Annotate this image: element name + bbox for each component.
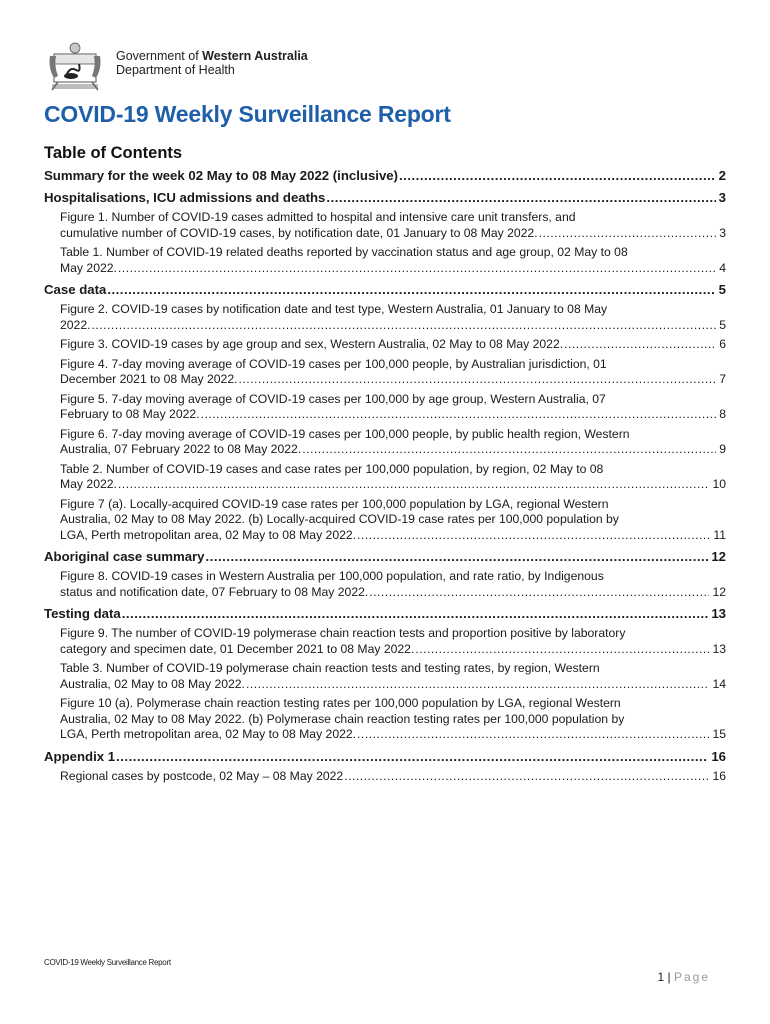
page-number: 1	[657, 970, 665, 984]
toc-item-entry[interactable]	[44, 392, 726, 423]
toc-section-entry[interactable]	[44, 188, 726, 207]
dot-leader	[107, 280, 715, 299]
toc-page-number: 3	[718, 190, 726, 205]
toc-item-entry[interactable]	[44, 302, 726, 333]
toc-entry-text: Case data	[44, 282, 107, 297]
toc-page-number: 2	[718, 168, 726, 183]
dot-leader	[415, 642, 709, 658]
dot-leader	[246, 677, 709, 693]
report-title: COVID-19 Weekly Surveillance Report	[44, 101, 451, 127]
toc-item-entry[interactable]	[44, 769, 726, 785]
toc-page-number: 16	[712, 768, 726, 783]
toc-page-number: 14	[712, 676, 726, 691]
toc-item-entry[interactable]	[44, 337, 726, 353]
toc-heading: Table of Contents	[44, 144, 183, 162]
toc-entry-text: Australia, 02 May to 08 May 2022. (b) Polymerase chain reaction testing rates per 100,000 population by	[60, 711, 625, 726]
toc-section-entry[interactable]	[44, 547, 726, 566]
toc-page-number: 13	[711, 606, 726, 621]
dot-leader	[92, 318, 717, 334]
dot-leader	[122, 604, 709, 623]
toc-section-entry[interactable]	[44, 166, 726, 185]
toc-page-number: 16	[711, 748, 726, 764]
page-header	[44, 40, 334, 94]
dot-leader	[357, 727, 709, 743]
toc-entry-text: Table 1. Number of COVID-19 related deaths reported by vaccination status and age group, 02 May to 08	[60, 245, 628, 259]
toc-entry-text: Hospitalisations, ICU admissions and deaths	[44, 190, 326, 205]
footer-page-indicator	[657, 970, 710, 984]
dot-leader	[564, 337, 716, 353]
toc-page-number: 10	[712, 477, 726, 491]
toc-item-entry[interactable]	[44, 569, 726, 600]
dot-leader	[118, 477, 710, 493]
wa-coat-of-arms-icon	[44, 40, 106, 94]
toc-entry-text: May 2022.	[60, 477, 117, 491]
toc-entry-text: February to 08 May 2022.	[60, 407, 200, 421]
dot-leader	[116, 747, 708, 766]
toc-page-number: 12	[711, 549, 726, 564]
toc-entry-text: Table 2. Number of COVID-19 cases and case rates per 100,000 population, by region, 02 May to 08	[60, 461, 604, 476]
toc-entry-text: Appendix 1	[44, 748, 116, 764]
toc-entry-text: May 2022.	[60, 260, 117, 275]
toc-page-number: 12	[712, 584, 726, 599]
toc-entry-text: Figure 2. COVID-19 cases by notification date and test type, Western Australia, 01 January to 08 May	[60, 302, 608, 316]
dot-leader	[206, 547, 709, 566]
page-word: Page	[673, 970, 710, 984]
toc-item-entry[interactable]	[44, 427, 726, 458]
organisation-name	[116, 49, 308, 77]
toc-page-number: 7	[719, 372, 726, 386]
toc-page-number: 9	[719, 442, 726, 456]
toc-item-entry[interactable]	[44, 462, 726, 493]
toc-entry-text: Figure 9. The number of COVID-19 polymerase chain reaction tests and proportion positive by laboratory	[60, 626, 626, 640]
dot-leader	[539, 226, 717, 242]
toc-page-number: 5	[718, 282, 726, 297]
toc-entry-text: Regional cases by postcode, 02 May – 08 May 2022	[60, 768, 344, 783]
toc-entry-text: Figure 3. COVID-19 cases by age group and sex, Western Australia, 02 May to 08 May 2022.	[60, 337, 564, 351]
toc-entry-text: Figure 5. 7-day moving average of COVID-19 cases per 100,000 by age group, Western Australia, 07	[60, 391, 606, 406]
toc-entry-text: category and specimen date, 01 December 2021 to 08 May 2022.	[60, 641, 415, 656]
page-separator: |	[667, 970, 671, 984]
toc-item-entry[interactable]	[44, 696, 726, 743]
dot-leader	[399, 166, 716, 185]
toc-page-number: 3	[719, 225, 726, 240]
toc-entry-text: Summary for the week 02 May to 08 May 2022 (inclusive)	[44, 168, 399, 183]
toc-page-number: 6	[719, 337, 726, 351]
dot-leader	[369, 585, 709, 601]
toc-item-entry[interactable]	[44, 497, 726, 544]
toc-section-entry[interactable]	[44, 747, 726, 766]
toc-page-number: 5	[719, 317, 726, 332]
toc-entry-text: status and notification date, 07 February to 08 May 2022.	[60, 584, 369, 599]
toc-entry-text: cumulative number of COVID-19 cases, by notification date, 01 January to 08 May 2022.	[60, 225, 538, 240]
toc-entry-text: Australia, 07 February 2022 to 08 May 2022.	[60, 442, 302, 456]
toc-entry-text: Figure 8. COVID-19 cases in Western Australia per 100,000 population, and rate ratio, by Indigenous	[60, 569, 604, 583]
government-label: Government of	[116, 49, 203, 63]
dot-leader	[326, 188, 715, 207]
dot-leader	[302, 442, 716, 458]
toc-entry-text: Testing data	[44, 606, 121, 621]
state-name: Western Australia	[202, 49, 308, 63]
dot-leader	[118, 261, 716, 277]
toc-page-number: 15	[712, 727, 726, 741]
toc-entry-text: Australia, 02 May to 08 May 2022.	[60, 676, 245, 691]
toc-entry-text: Figure 7 (a). Locally-acquired COVID-19 case rates per 100,000 population by LGA, regional Western	[60, 496, 609, 511]
toc-entry-text: Figure 10 (a). Polymerase chain reaction testing rates per 100,000 population by LGA, regional Western	[60, 696, 621, 710]
department-name: Department of Health	[116, 63, 235, 77]
toc-entry-text: December 2021 to 08 May 2022.	[60, 372, 238, 386]
toc-item-entry[interactable]	[44, 210, 726, 241]
toc-entry-text: LGA, Perth metropolitan area, 02 May to 08 May 2022.	[60, 727, 357, 741]
toc-entry-text: Figure 1. Number of COVID-19 cases admitted to hospital and intensive care unit transfers, and	[60, 210, 576, 224]
toc-section-entry[interactable]	[44, 280, 726, 299]
table-of-contents	[44, 166, 726, 788]
dot-leader	[357, 528, 710, 544]
toc-entry-text: LGA, Perth metropolitan area, 02 May to 08 May 2022.	[60, 527, 357, 542]
toc-item-entry[interactable]	[44, 245, 726, 276]
toc-page-number: 8	[719, 407, 726, 421]
dot-leader	[344, 769, 709, 785]
dot-leader	[201, 407, 717, 423]
toc-entry-text: 2022.	[60, 317, 91, 332]
toc-page-number: 13	[712, 641, 726, 656]
toc-item-entry[interactable]	[44, 357, 726, 388]
toc-entry-text: Aboriginal case summary	[44, 549, 205, 564]
toc-item-entry[interactable]	[44, 661, 726, 692]
footer-report-name: COVID-19 Weekly Surveillance Report	[44, 958, 171, 967]
toc-section-entry[interactable]	[44, 604, 726, 623]
toc-item-entry[interactable]	[44, 626, 726, 657]
dot-leader	[239, 372, 717, 388]
toc-entry-text: Figure 6. 7-day moving average of COVID-19 cases per 100,000 people, by public health region, Western	[60, 426, 630, 441]
toc-entry-text: Australia, 02 May to 08 May 2022. (b) Locally-acquired COVID-19 case rates per 100,000 population by	[60, 512, 619, 526]
toc-entry-text: Figure 4. 7-day moving average of COVID-19 cases per 100,000 people, by Australian jurisdiction, 01	[60, 356, 607, 371]
toc-page-number: 11	[713, 527, 726, 542]
toc-page-number: 4	[719, 260, 726, 275]
toc-entry-text: Table 3. Number of COVID-19 polymerase chain reaction tests and testing rates, by region, Western	[60, 661, 600, 675]
